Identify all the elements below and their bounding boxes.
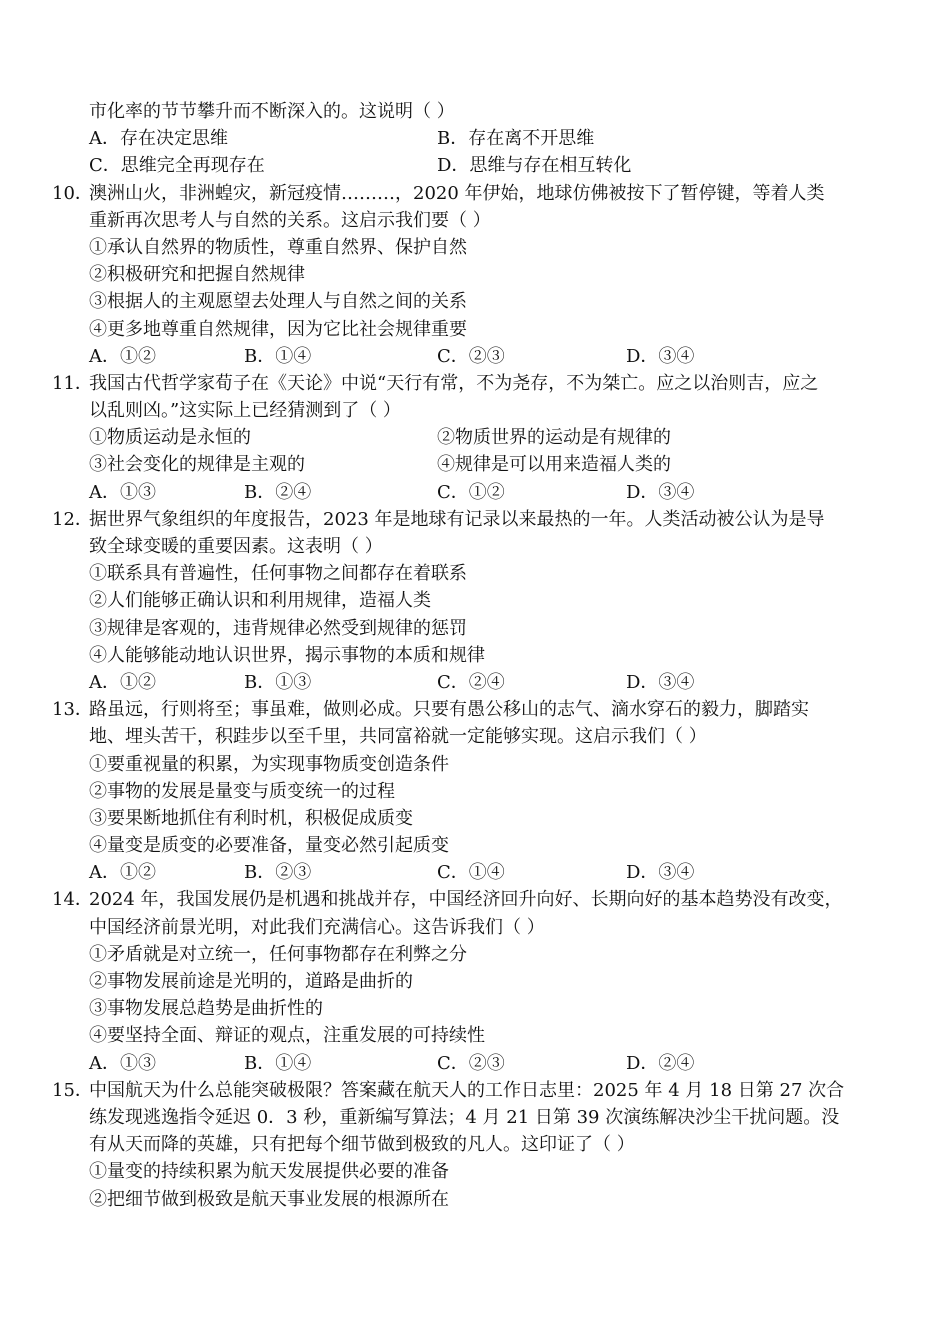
question-number: 12． (52, 508, 93, 530)
statement-item: ②事物的发展是量变与质变统一的过程 (89, 780, 395, 802)
answer-option: C．②④ (437, 671, 505, 693)
statement-item: ③社会变化的规律是主观的 (89, 454, 305, 476)
option-row (52, 669, 882, 696)
statement-item: ②把细节做到极致是航天事业发展的根源所在 (89, 1188, 449, 1210)
question-stem-line: 有从天而降的英雄，只有把每个细节做到极致的凡人。这印证了（ ） (89, 1134, 635, 1156)
statement-item: ④更多地尊重自然规律，因为它比社会规律重要 (89, 318, 467, 340)
question-number: 14． (52, 889, 93, 911)
statement-item: ②物质世界的运动是有规律的 (437, 427, 671, 449)
question-stem-line: 地、埋头苦干，积跬步以至千里，共同富裕就一定能够实现。这启示我们（ ） (89, 726, 707, 748)
question-block (52, 98, 882, 180)
question-block (52, 886, 882, 1076)
answer-option: A．①② (89, 345, 156, 367)
question-stem-line (52, 180, 882, 207)
question-stem-line: 中国经济前景光明，对此我们充满信心。这告诉我们（ ） (89, 916, 545, 938)
answer-option: A．①② (89, 862, 156, 884)
option-row (52, 125, 882, 152)
answer-option: C．②③ (437, 1052, 505, 1074)
statement-item: ①矛盾就是对立统一，任何事物都存在利弊之分 (89, 943, 467, 965)
question-stem-line (52, 370, 882, 397)
statement-item: ④要坚持全面、辩证的观点，注重发展的可持续性 (89, 1025, 485, 1047)
statement-item: ③根据人的主观愿望去处理人与自然之间的关系 (89, 291, 467, 313)
statement-item: ①承认自然界的物质性，尊重自然界、保护自然 (89, 236, 467, 258)
question-stem-line (52, 1077, 882, 1104)
question-stem-line: 市化率的节节攀升而不断深入的。这说明（ ） (89, 101, 455, 122)
answer-option: D．思维与存在相互转化 (437, 155, 632, 177)
statement-item: ②事物发展前途是光明的，道路是曲折的 (89, 971, 413, 992)
answer-option: D．②④ (626, 1052, 695, 1074)
statement-item: ②积极研究和把握自然规律 (89, 264, 305, 286)
question-block (52, 370, 882, 506)
statement-item: ①要重视量的积累，为实现事物质变创造条件 (89, 753, 449, 775)
answer-option: D．③④ (626, 345, 695, 367)
question-list (52, 98, 882, 1213)
question-number: 13． (52, 699, 93, 721)
answer-option: B．②④ (244, 481, 312, 503)
answer-option: A．①③ (89, 1052, 156, 1074)
statement-item: ①量变的持续积累为航天发展提供必要的准备 (89, 1161, 449, 1183)
question-number: 15． (52, 1079, 93, 1101)
answer-option: B．①③ (244, 671, 312, 693)
answer-option: C．①④ (437, 862, 505, 884)
answer-option: C．①② (437, 481, 505, 503)
statement-item: ④量变是质变的必要准备，量变必然引起质变 (89, 835, 449, 857)
answer-option: D．③④ (626, 481, 695, 503)
question-stem-text: 我国古代哲学家荀子在《天论》中说“天行有常，不为尧存，不为桀亡。应之以治则吉，应之 (89, 372, 819, 394)
answer-option: D．③④ (626, 671, 695, 693)
question-block (52, 1077, 882, 1213)
statement-item: ①联系具有普遍性，任何事物之间都存在着联系 (89, 563, 467, 585)
question-stem-line: 以乱则凶。”这实际上已经猜测到了（ ） (89, 400, 401, 422)
question-block (52, 180, 882, 370)
answer-option: C．②③ (437, 345, 505, 367)
answer-option: B．①④ (244, 345, 312, 367)
answer-option: A．①② (89, 671, 156, 693)
answer-option: B．①④ (244, 1052, 312, 1074)
statement-item: ③规律是客观的，违背规律必然受到规律的惩罚 (89, 617, 467, 639)
statement-item: ②人们能够正确认识和利用规律，造福人类 (89, 590, 431, 612)
statement-row (52, 451, 882, 478)
answer-option: B．存在离不开思维 (437, 128, 595, 150)
statement-row (52, 424, 882, 451)
answer-option: A．存在决定思维 (89, 128, 228, 150)
question-stem-line (52, 696, 882, 723)
statement-item: ③事物发展总趋势是曲折性的 (89, 998, 323, 1020)
option-row (52, 152, 882, 179)
option-row (52, 1050, 882, 1077)
question-stem-line (52, 506, 882, 533)
option-row (52, 479, 882, 506)
answer-option: C．思维完全再现存在 (89, 155, 265, 177)
question-stem-line: 致全球变暖的重要因素。这表明（ ） (89, 536, 383, 557)
question-stem-line (52, 886, 882, 913)
question-stem-line: 练发现逃逸指令延迟 0．3 秒，重新编写算法；4 月 21 日第 39 次演练解决沙尘干扰问题。没 (89, 1106, 840, 1128)
statement-item: ④规律是可以用来造福人类的 (437, 454, 671, 476)
answer-option: A．①③ (89, 481, 156, 503)
answer-option: B．②③ (244, 862, 312, 884)
question-stem-text: 澳洲山火，非洲蝗灾，新冠疫情………，2020 年伊始，地球仿佛被按下了暂停键，等着人类 (89, 182, 825, 204)
question-stem-text: 2024 年，我国发展仍是机遇和挑战并存，中国经济回升向好、长期向好的基本趋势没有改变， (89, 889, 843, 911)
question-stem-text: 路虽远，行则将至；事虽难，做则必成。只要有愚公移山的志气、滴水穿石的毅力，脚踏实 (89, 699, 809, 721)
statement-item: ③要果断地抓住有利时机，积极促成质变 (89, 807, 413, 829)
question-stem-text: 据世界气象组织的年度报告，2023 年是地球有记录以来最热的一年。人类活动被公认为是导 (89, 508, 825, 530)
statement-item: ④人能够能动地认识世界，揭示事物的本质和规律 (89, 644, 485, 666)
question-stem-text: 中国航天为什么总能突破极限？答案藏在航天人的工作日志里：2025 年 4 月 18 日第 27 次合 (89, 1079, 845, 1101)
answer-option: D．③④ (626, 862, 695, 884)
question-block (52, 506, 882, 696)
question-number: 10． (52, 182, 93, 204)
statement-item: ①物质运动是永恒的 (89, 427, 251, 449)
question-block (52, 696, 882, 886)
option-row (52, 343, 882, 370)
question-stem-line: 重新再次思考人与自然的关系。这启示我们要（ ） (89, 209, 491, 231)
question-number: 11． (52, 372, 93, 394)
option-row (52, 859, 882, 886)
